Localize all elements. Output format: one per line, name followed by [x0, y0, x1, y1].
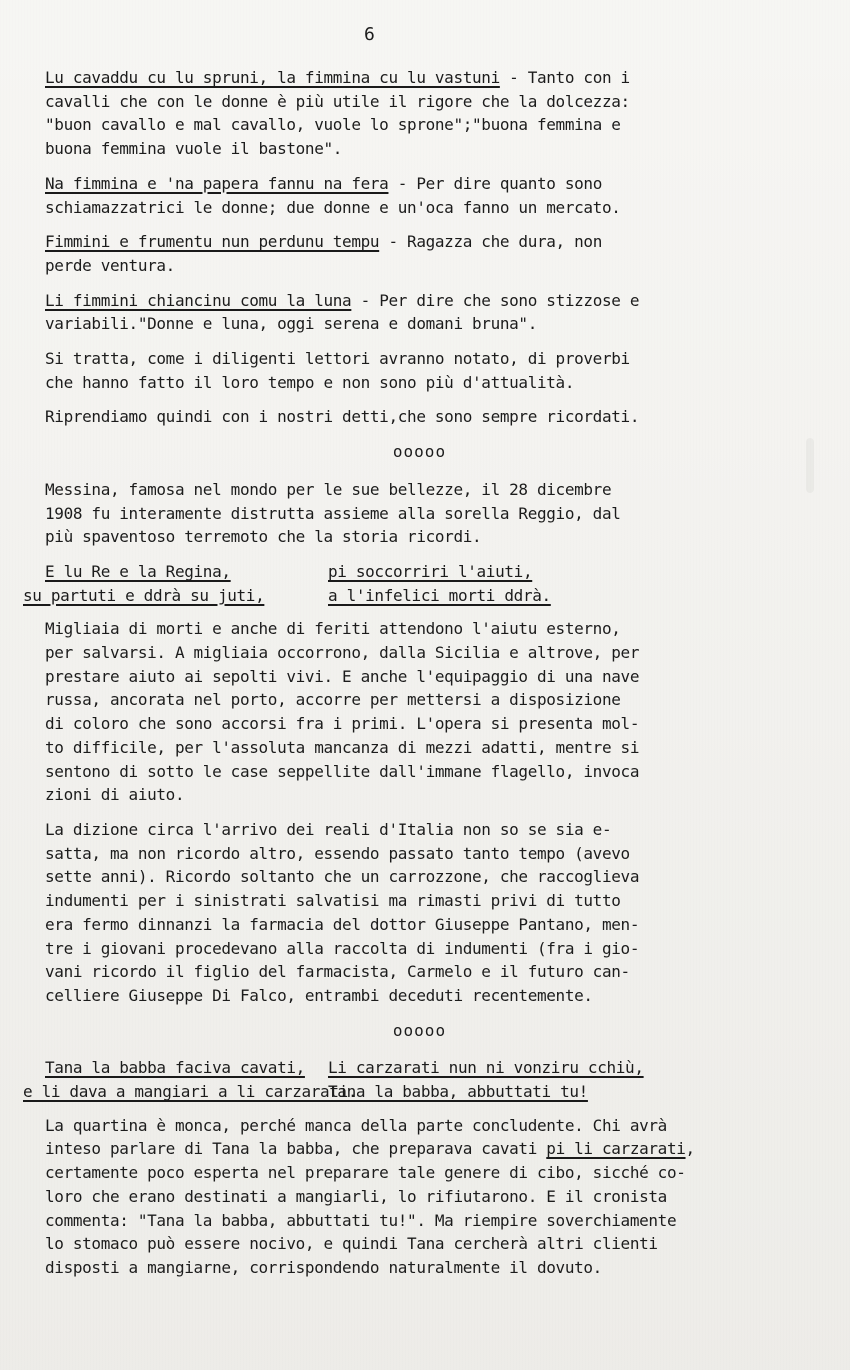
memory-paragraph: La dizione circa l'arrivo dei reali d'Italia non so se sia e- satta, ma non ricordo altro, essendo passato tanto tempo (avevo sette anni). Ricordo soltanto che un carrozzone, che raccoglieva indumenti per i sinistrati salvatisi ma rimasti privi di tutto era fermo dinnanzi la farmacia del dottor Giuseppe Pantano, men- tre i giovani procedevano alla raccolta di indumenti (fra i gio- vani ricordo il figlio del farmacista, Carmelo e il futuro can- celliere Giuseppe Di Falco, entrambi deceduti recentemente. [45, 819, 640, 1005]
verse-block-1 [23, 560, 816, 607]
quatrain-commentary-underlined-phrase: pi li carzarati [546, 1139, 686, 1159]
proverb-3-text: - Ragazza che dura, non perde ventura. [45, 232, 602, 275]
verse-2-line-1-left: Tana la babba faciva cavati, [45, 1058, 305, 1078]
proverb-2-title: Na fimmina e 'na papera fannu na fera [45, 173, 389, 193]
verse-1-line-1-left: E lu Re e la Regina, [45, 561, 231, 581]
comment-paragraph-2: Riprendiamo quindi con i nostri detti,che sono sempre ricordati. [45, 407, 640, 427]
verse-2-line-2-right: Tana la babba, abbuttati tu! [328, 1082, 588, 1102]
document-content [23, 66, 816, 1291]
comment-paragraph-1: Si tratta, come i diligenti lettori avranno notato, di proverbi che hanno fatto il loro tempo e non sono più d'attualità. [45, 349, 630, 392]
proverb-1-title: Lu cavaddu cu lu spruni, la fimmina cu lu vastuni [45, 68, 500, 87]
earthquake-paragraph: Migliaia di morti e anche di feriti attendono l'aiutu esterno, per salvarsi. A migliaia occorrono, dalla Sicilia e altrove, per prestare aiuto ai sepolti vivi. E anche l'equipaggio di una nave russa, ancorata nel porto, accorre per mettersi a disposizione di coloro che sono accorsi fra i primi. L'opera si presenta mol- to difficile, per l'assoluta mancanza di mezzi adatti, mentre si sentono di sotto le case seppellite dall'immane flagello, invoca zioni di aiuto. [45, 619, 640, 805]
proverb-paragraph-1 [23, 66, 816, 161]
verse-block-2 [23, 1056, 816, 1103]
quatrain-commentary-text-2: , certamente poco esperta nel preparare tale genere di cibo, sicché co- loro che erano destinati a mangiarli, lo rifiutarono. E il cronista commenta: "Tana la babba, abbuttati tu!". Ma riempire soverchiamente lo stomaco può essere nocivo, e quindi Tana cercherà altri clienti disposti a mangiarne, corrispondendo naturalmente il dovuto. [45, 1139, 695, 1277]
proverb-2-text: - Per dire quanto sono schiamazzatrici le donne; due donne e un'oca fanno un mercato. [45, 173, 621, 217]
proverb-paragraph-4 [23, 289, 816, 336]
proverb-paragraph-3 [23, 230, 816, 277]
verse-1-line-1-right: pi soccorriri l'aiuti, [328, 561, 533, 581]
proverb-4-text: - Per dire che sono stizzose e variabili."Donne e luna, oggi serena e domani bruna". [45, 290, 640, 334]
quatrain-commentary-paragraph [23, 1114, 816, 1280]
proverb-4-title: Li fimmini chiancinu comu la luna [45, 290, 352, 310]
proverb-paragraph-2 [23, 172, 816, 219]
page-number: 6 [364, 24, 375, 45]
proverb-3-title: Fimmini e frumentu nun perdunu tempu [45, 232, 380, 252]
verse-2-line-1-right: Li carzarati nun ni vonziru cchiù, [328, 1058, 644, 1078]
verse-1-line-2-left: su partuti e ddrà su juti, [23, 585, 265, 605]
proverb-1-text: - Tanto con i cavalli che con le donne è più utile il rigore che la dolcezza: "buon cavallo e mal cavallo, vuole lo sprone";"buona femmina e buona femmina vuole il bastone". [45, 68, 630, 159]
section-separator-2: ooooo [392, 1020, 447, 1040]
messina-paragraph: Messina, famosa nel mondo per le sue bellezze, il 28 dicembre 1908 fu interamente distrutta assieme alla sorella Reggio, dal più spaventoso terremoto che la storia ricordi. [45, 479, 621, 547]
section-separator-1: ooooo [392, 442, 447, 462]
verse-2-line-2-left: e li dava a mangiari a li carzarati. [23, 1082, 358, 1102]
quatrain-commentary-text-1: La quartina è monca, perché manca della parte concludente. Chi avrà inteso parlare di Tana la babba, che preparava cavati [45, 1115, 667, 1159]
verse-1-line-2-right: a l'infelici morti ddrà. [328, 585, 551, 605]
